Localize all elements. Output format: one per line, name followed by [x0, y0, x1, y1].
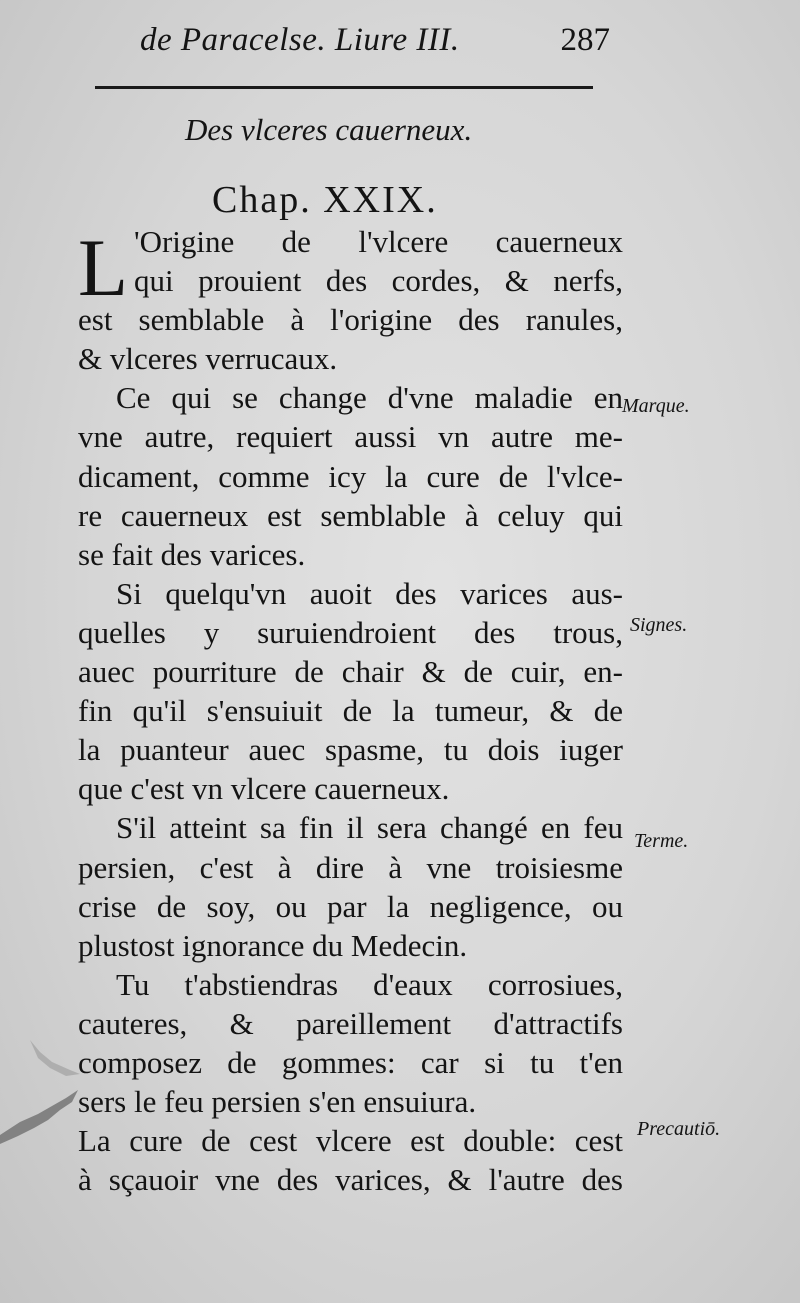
text-line: S'il atteint sa fin il sera changé en feu: [116, 810, 623, 846]
margin-note-marque: Marque.: [622, 395, 690, 417]
chapter-heading: Chap. XXIX.: [212, 179, 438, 221]
text-line: sers le feu persien s'en ensuiura.: [78, 1084, 477, 1120]
text-line: cauteres, & pareillement d'attractifs: [78, 1005, 623, 1041]
margin-note-terme: Terme.: [634, 830, 689, 852]
text-line: Si quelqu'vn auoit des varices aus-: [116, 575, 623, 611]
text-line: la puanteur auec spasme, tu dois iuger: [78, 732, 623, 768]
margin-note-signes: Signes.: [630, 614, 688, 636]
text-line: re cauerneux est semblable à celuy qui: [78, 497, 623, 533]
drop-cap: L: [78, 222, 129, 313]
text-line: Ce qui se change d'vne maladie en: [116, 380, 623, 416]
text-line: Tu t'abstiendras d'eaux corrosiues,: [116, 966, 623, 1002]
text-line: à sçauoir vne des varices, & l'autre des: [78, 1162, 623, 1198]
text-line: quelles y suruiendroient des trous,: [78, 614, 623, 650]
text-line: 'Origine de l'vlcere cauerneux: [134, 224, 623, 259]
text-line: est semblable à l'origine des ranules,: [78, 302, 623, 338]
text-line: La cure de cest vlcere est double: cest: [78, 1123, 623, 1159]
paper-stain: [0, 1040, 120, 1160]
text-line: & vlceres verrucaux.: [78, 341, 338, 377]
text-line: persien, c'est à dire à vne troisiesme: [78, 849, 623, 885]
text-line: dicament, comme icy la cure de l'vlce-: [78, 458, 623, 494]
margin-note-precaution: Precautiō.: [637, 1118, 721, 1140]
header-rule: [95, 86, 593, 89]
text-line: auec pourriture de chair & de cuir, en-: [78, 654, 623, 690]
text-line: plustost ignorance du Medecin.: [78, 927, 468, 963]
text-line: que c'est vn vlcere cauerneux.: [78, 771, 450, 807]
running-title: de Paracelse. Liure III.: [140, 22, 460, 58]
text-line: vne autre, requiert aussi vn autre me-: [78, 419, 623, 455]
text-line: se fait des varices.: [78, 536, 306, 572]
text-line: qui prouient des cordes, & nerfs,: [134, 263, 623, 299]
page-number: 287: [560, 22, 610, 58]
text-line: crise de soy, ou par la negligence, ou: [78, 888, 623, 924]
text-line: fin qu'il s'ensuiuit de la tumeur, & de: [78, 693, 623, 729]
section-title: Des vlceres cauerneux.: [185, 112, 473, 147]
page-header: [140, 22, 610, 72]
body-text: [78, 222, 623, 1199]
text-line: composez de gommes: car si tu t'en: [78, 1044, 623, 1080]
